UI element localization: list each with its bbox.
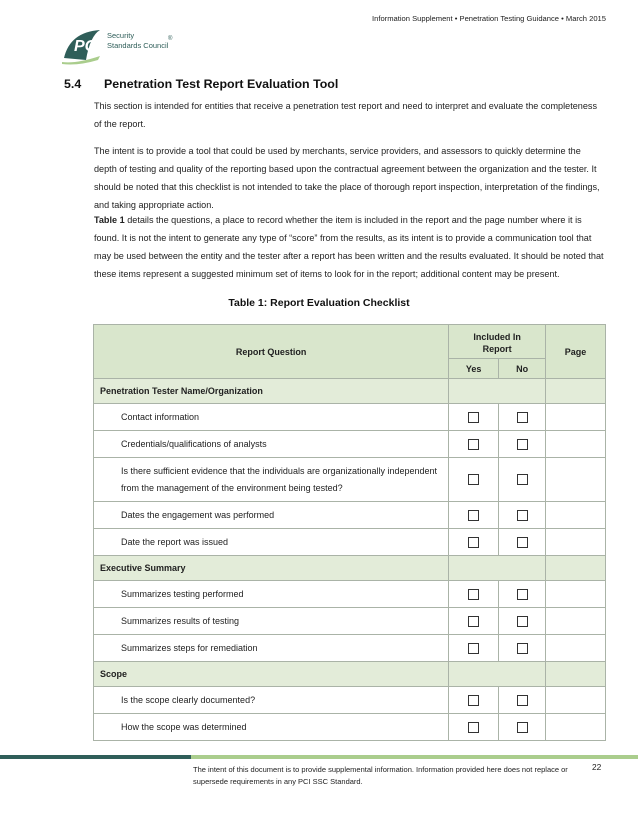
page-reference-cell[interactable] (546, 608, 606, 635)
table-section-row (94, 556, 606, 581)
included-no-checkbox[interactable] (517, 439, 528, 450)
included-no-cell (499, 458, 546, 502)
column-header-page: Page (546, 325, 606, 379)
included-yes-cell (449, 502, 499, 529)
included-no-checkbox[interactable] (517, 695, 528, 706)
logo-mark-text: PCI (74, 38, 101, 55)
included-yes-checkbox[interactable] (468, 439, 479, 450)
logo-line-2: Standards Council (107, 41, 169, 50)
document-header-info: Information Supplement • Penetration Testing Guidance • March 2015 (372, 14, 606, 23)
section-page-cell (546, 662, 606, 687)
report-question: Date the report was issued (94, 529, 449, 556)
pci-ssc-logo (60, 24, 180, 66)
table-row (94, 431, 606, 458)
page-reference-cell[interactable] (546, 431, 606, 458)
included-yes-checkbox[interactable] (468, 589, 479, 600)
included-yes-checkbox[interactable] (468, 510, 479, 521)
report-question: Summarizes steps for remediation (94, 635, 449, 662)
column-header-yes: Yes (449, 359, 499, 379)
table-row (94, 687, 606, 714)
report-question: Contact information (94, 404, 449, 431)
table-section-row (94, 379, 606, 404)
included-yes-checkbox[interactable] (468, 537, 479, 548)
paragraph-2: The intent is to provide a tool that could be used by merchants, service providers, and assessors to quickly determine the depth of testing and quality of the reporting based upon the contractual agreement between the organization and the tester. It should be noted that this checklist is not intended to take the place of thorough report inspection, interpretation of the findings, and taking appropriate action. (94, 146, 600, 210)
included-yes-checkbox[interactable] (468, 643, 479, 654)
included-yes-cell (449, 529, 499, 556)
table-row (94, 458, 606, 502)
report-question: Summarizes testing performed (94, 581, 449, 608)
logo-registered: ® (168, 36, 173, 42)
section-label: Scope (94, 662, 449, 687)
report-question: Credentials/qualifications of analysts (94, 431, 449, 458)
report-question: Is there sufficient evidence that the individuals are organizationally independent from the management of the environment being tested? (94, 458, 449, 502)
included-no-cell (499, 581, 546, 608)
included-yes-checkbox[interactable] (468, 412, 479, 423)
report-question: Is the scope clearly documented? (94, 687, 449, 714)
page-number: 22 (592, 762, 602, 772)
section-number: 5.4 (64, 77, 82, 91)
included-yes-cell (449, 581, 499, 608)
included-yes-cell (449, 687, 499, 714)
checklist-body (94, 379, 606, 741)
page-reference-cell[interactable] (546, 404, 606, 431)
table-row (94, 608, 606, 635)
section-page-cell (546, 379, 606, 404)
section-spacer (449, 379, 546, 404)
table-row (94, 581, 606, 608)
table-caption: Table 1: Report Evaluation Checklist (228, 297, 410, 309)
table-row (94, 529, 606, 556)
included-no-checkbox[interactable] (517, 589, 528, 600)
table-row (94, 635, 606, 662)
column-header-no: No (499, 359, 546, 379)
logo-line-1: Security (107, 31, 135, 40)
included-no-checkbox[interactable] (517, 537, 528, 548)
table-row (94, 502, 606, 529)
section-label: Penetration Tester Name/Organization (94, 379, 449, 404)
report-evaluation-checklist (93, 324, 606, 741)
included-no-cell (499, 608, 546, 635)
paragraph-3 (94, 211, 606, 283)
included-yes-cell (449, 608, 499, 635)
footer-disclaimer: The intent of this document is to provide supplemental information. Information provided here does not replace or supersede requirements in any PCI SSC Standard. (193, 765, 568, 786)
included-yes-checkbox[interactable] (468, 474, 479, 485)
included-yes-cell (449, 431, 499, 458)
footer-rule-light (191, 755, 638, 759)
page-reference-cell[interactable] (546, 714, 606, 741)
included-no-cell (499, 687, 546, 714)
included-yes-cell (449, 635, 499, 662)
column-header-included: Included In Report (449, 325, 546, 359)
included-no-checkbox[interactable] (517, 616, 528, 627)
included-yes-checkbox[interactable] (468, 695, 479, 706)
included-no-cell (499, 431, 546, 458)
table-row (94, 404, 606, 431)
page-reference-cell[interactable] (546, 581, 606, 608)
included-no-cell (499, 714, 546, 741)
included-no-cell (499, 529, 546, 556)
section-page-cell (546, 556, 606, 581)
report-question: Dates the engagement was performed (94, 502, 449, 529)
included-no-checkbox[interactable] (517, 510, 528, 521)
column-header-question: Report Question (94, 325, 449, 379)
included-no-checkbox[interactable] (517, 643, 528, 654)
table-section-row (94, 662, 606, 687)
included-yes-cell (449, 714, 499, 741)
included-yes-cell (449, 404, 499, 431)
table-reference: Table 1 (94, 215, 125, 225)
footer-rule-dark (0, 755, 191, 759)
page-reference-cell[interactable] (546, 502, 606, 529)
included-yes-cell (449, 458, 499, 502)
page-reference-cell[interactable] (546, 458, 606, 502)
section-title: Penetration Test Report Evaluation Tool (104, 77, 339, 91)
included-no-cell (499, 502, 546, 529)
included-yes-checkbox[interactable] (468, 722, 479, 733)
page-reference-cell[interactable] (546, 529, 606, 556)
included-no-checkbox[interactable] (517, 412, 528, 423)
table-row (94, 714, 606, 741)
included-no-cell (499, 635, 546, 662)
section-spacer (449, 662, 546, 687)
section-spacer (449, 556, 546, 581)
included-no-cell (499, 404, 546, 431)
included-no-checkbox[interactable] (517, 722, 528, 733)
section-heading (64, 77, 338, 91)
paragraph-3-text: details the questions, a place to record whether the item is included in the report and the page number where it is found. It is not the intent to generate any type of “score” from the results, as its intent is to provide a communication tool that may be used between the entity and the tester after a report has been written and the results evaluated. It should be noted that these items represent a suggested minimum set of items to look for in the report; additional content may be present. (94, 215, 604, 279)
pci-logo-graphic (60, 24, 180, 66)
page-reference-cell[interactable] (546, 687, 606, 714)
paragraph-1: This section is intended for entities that receive a penetration test report and need to interpret and evaluate the completeness of the report. (94, 101, 597, 129)
included-no-checkbox[interactable] (517, 474, 528, 485)
report-question: How the scope was determined (94, 714, 449, 741)
section-label: Executive Summary (94, 556, 449, 581)
report-question: Summarizes results of testing (94, 608, 449, 635)
page-reference-cell[interactable] (546, 635, 606, 662)
included-yes-checkbox[interactable] (468, 616, 479, 627)
